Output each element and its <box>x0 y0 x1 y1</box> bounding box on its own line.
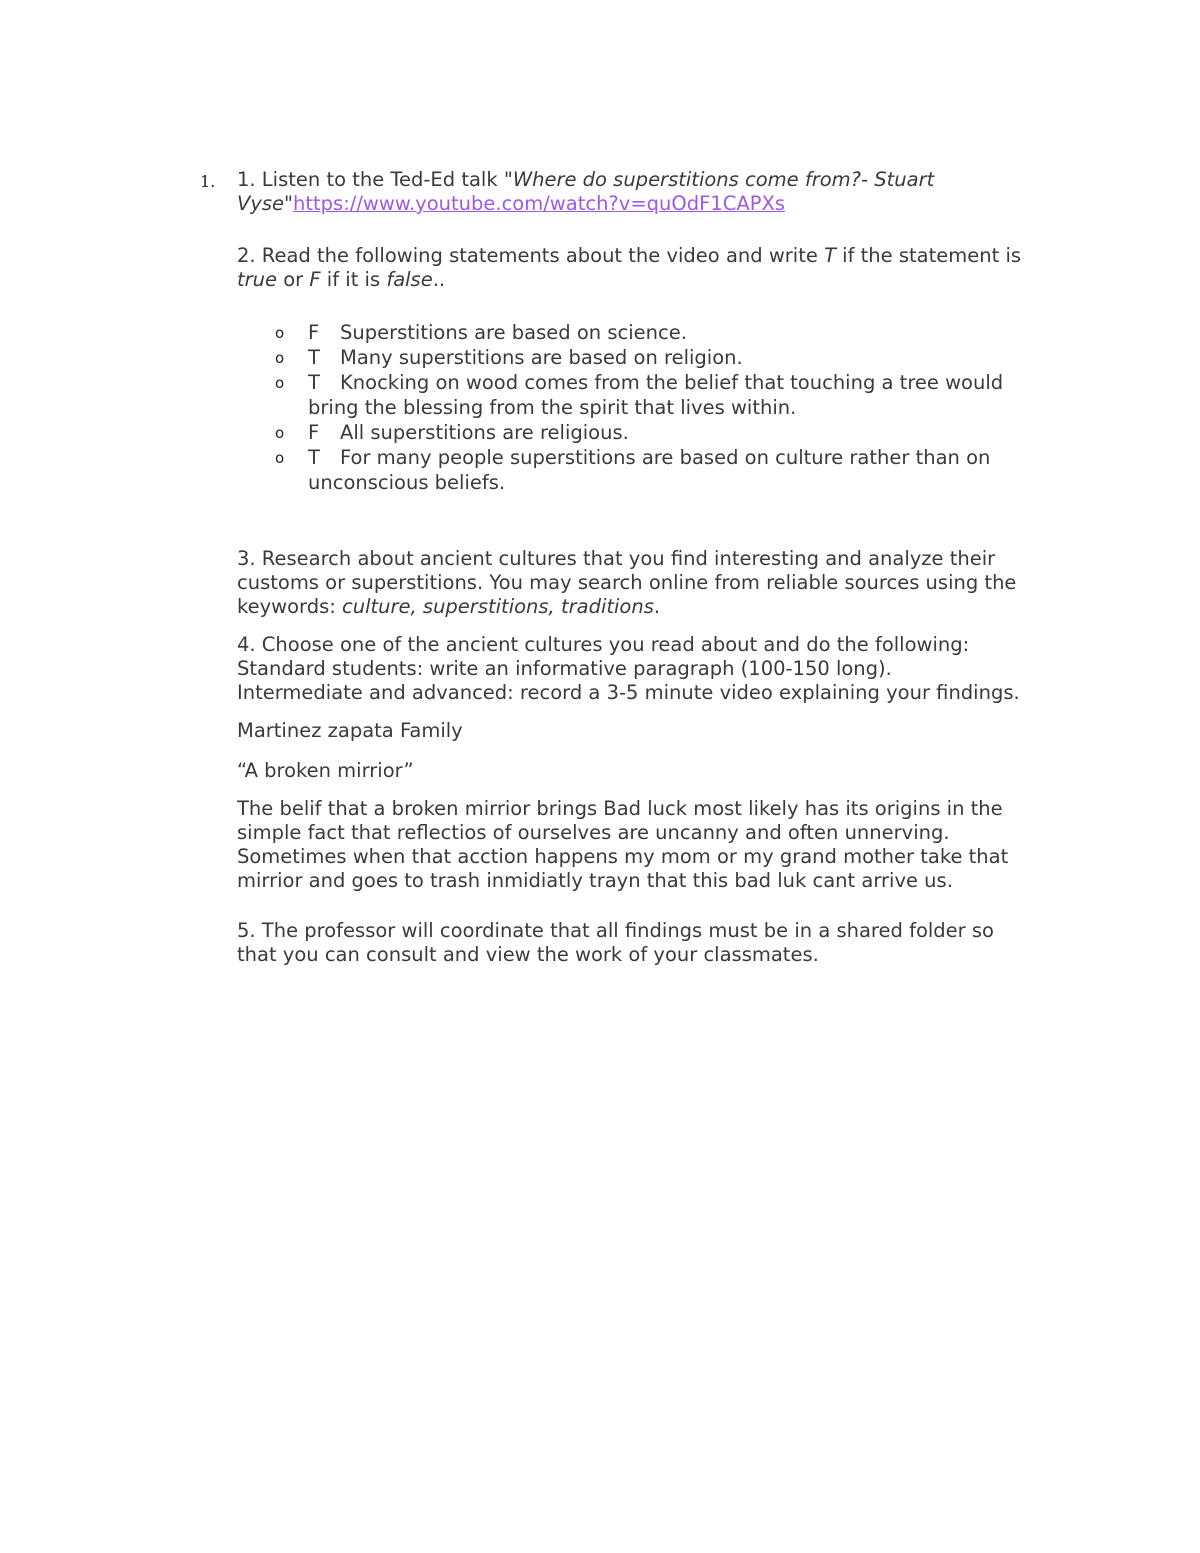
statement-text: All superstitions are religious. <box>340 421 629 444</box>
step-2-text-c: or <box>277 268 310 291</box>
statement-answer: T <box>308 346 320 369</box>
youtube-link[interactable]: https://www.youtube.com/watch?v=quOdF1CAPXs <box>293 192 785 215</box>
step-2-paragraph <box>237 244 1037 292</box>
statement-item <box>237 420 1037 445</box>
essay-title: “A broken mirrior” <box>237 759 414 782</box>
statement-item <box>237 445 1037 495</box>
statement-item <box>237 345 1037 370</box>
statement-item <box>237 320 1037 345</box>
step-2-text-d: if it is <box>320 268 387 291</box>
step-2-text-a: 2. Read the following statements about the video and write <box>237 244 825 267</box>
statement-answer: F <box>308 321 320 344</box>
step-2-true: true <box>237 268 278 291</box>
step-1-paragraph <box>237 168 1037 216</box>
statement-answer: T <box>308 371 320 394</box>
statements-list <box>237 320 1037 495</box>
document-content <box>237 168 1037 967</box>
statement-item <box>237 370 1037 420</box>
step-5-paragraph: 5. The professor will coordinate that all findings must be in a shared folder so that you can consult and view the work of your classmates. <box>237 919 994 966</box>
step-4-paragraph <box>237 633 1037 705</box>
step-2-f: F <box>309 268 321 291</box>
step-2-t: T <box>824 244 836 267</box>
statement-text: For many people superstitions are based on culture rather than on unconscious beliefs. <box>308 446 991 494</box>
statement-text: Many superstitions are based on religion. <box>340 346 743 369</box>
step-2-text-b: if the statement is <box>835 244 1022 267</box>
statement-text: Knocking on wood comes from the belief that touching a tree would bring the blessing from the spirit that lives within. <box>308 371 1004 419</box>
step-1-suffix: " <box>284 192 294 215</box>
step-1-prefix: 1. Listen to the Ted-Ed talk " <box>237 168 513 191</box>
step-4-line-2: Standard students: write an informative paragraph (100-150 long). <box>237 657 892 680</box>
step-3-text: 3. Research about ancient cultures that you find interesting and analyze their customs or superstitions. You may search online from reliable sources using the keywords: <box>237 547 1017 618</box>
step-4-line-1: 4. Choose one of the ancient cultures you read about and do the following: <box>237 633 970 656</box>
step-2-false: false <box>386 268 433 291</box>
step-3-keywords: culture, superstitions, traditions <box>342 595 654 618</box>
step-1-video-title: Where do superstitions come from?- Stuart Vyse <box>237 168 935 215</box>
statement-answer: F <box>308 421 320 444</box>
step-4-line-3: Intermediate and advanced: record a 3-5 minute video explaining your findings. <box>237 681 1020 704</box>
step-3-paragraph <box>237 547 1037 619</box>
step-3-end: . <box>653 595 661 618</box>
statement-answer: T <box>308 446 320 469</box>
bullet-icon: o <box>275 324 285 342</box>
step-2-text-e: .. <box>432 268 446 291</box>
bullet-icon: o <box>275 349 285 367</box>
bullet-icon: o <box>275 374 285 392</box>
bullet-icon: o <box>275 424 285 442</box>
outer-list-number: 1. <box>200 172 216 191</box>
family-name: Martinez zapata Family <box>237 719 463 742</box>
essay-body: The belif that a broken mirrior brings Bad luck most likely has its origins in the simple fact that reflectios of ourselves are uncanny and often unnerving. Sometimes when that acction happens my mom or my grand mother take that mirrior and goes to trash inmidiatly trayn that this bad luk cant arrive us. <box>237 797 1009 892</box>
bullet-icon: o <box>275 449 285 467</box>
statement-text: Superstitions are based on science. <box>340 321 687 344</box>
